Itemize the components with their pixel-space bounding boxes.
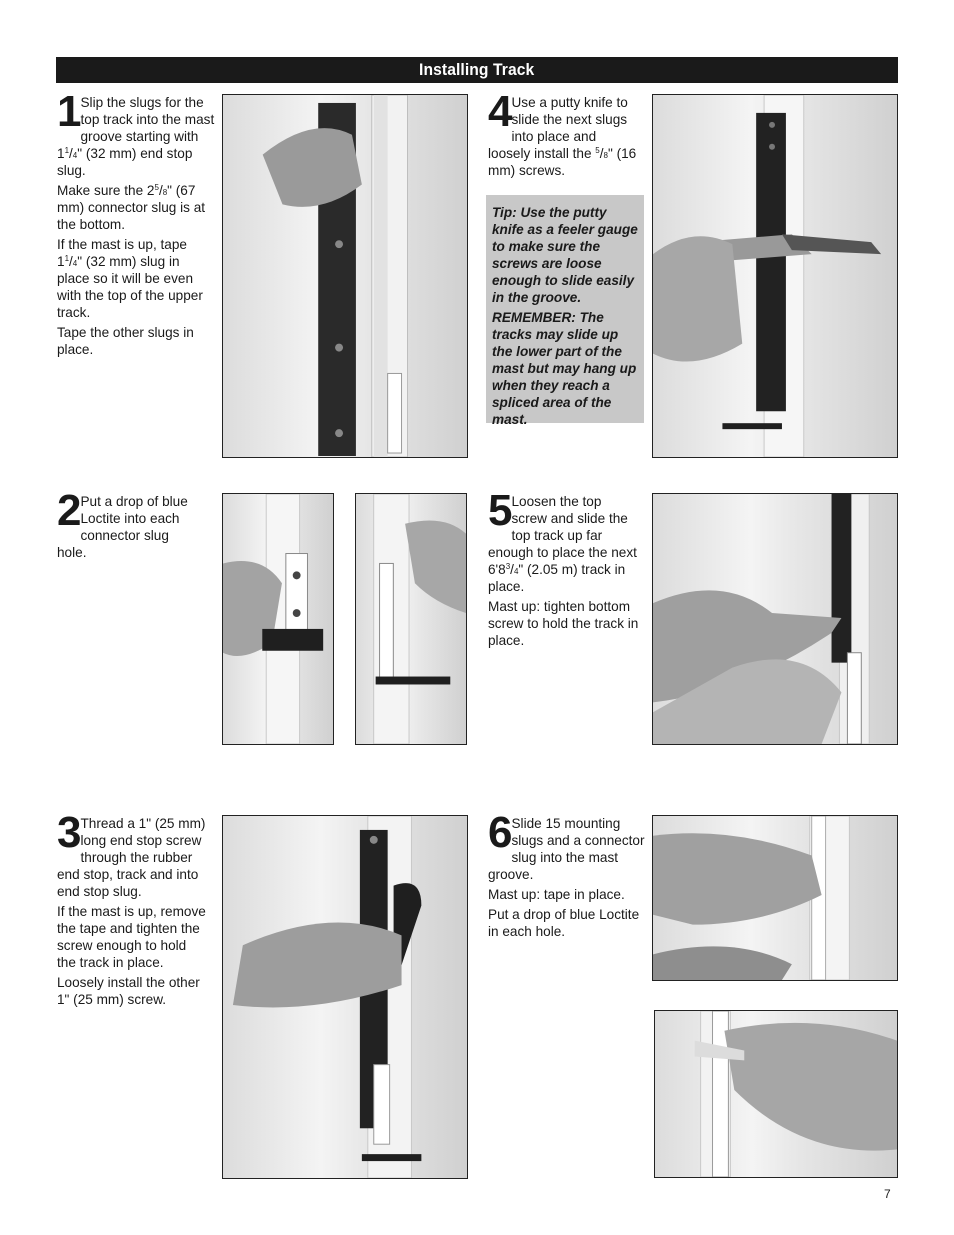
step-4-photo [652, 94, 898, 458]
tip-text: Tip: Use the putty knife as a feeler gauge to make sure the screws are loose enough to slide easily in the groove. [492, 205, 638, 305]
step-2: 2 Put a drop of blue Loctite into each connector slug hole. [57, 486, 188, 560]
step-number: 6 [488, 808, 511, 857]
step-number: 5 [488, 486, 511, 535]
step-5-photo [652, 493, 898, 745]
step-2-photo-a [222, 493, 334, 745]
step-3: 3 Thread a 1" (25 mm) long end stop screw through the rubber end stop, track and into end stop slug. If the mast is up, remove the tape and tighten the screw enough to hold the track in place. Loosely install the other 1" (25 mm) screw. [57, 808, 206, 1007]
step-3-photo [222, 815, 468, 1179]
step-6-photo-b [654, 1010, 898, 1178]
step-4: 4 Use a putty knife to slide the next slugs into place and loosely install the $^5$/8" (16 mm) screws. [488, 87, 637, 178]
step-1: 1 Slip the slugs for the top track into the mast groove starting with $1^1/4$" (32 mm) end stop slug. Make sure the $2^5/8$" (67 mm) connector slug is at the bottom. If the mast is up, tape $1^1/4$" (32 mm) slug in place so it will be even with the top of the upper track. Tape the other slugs in place. [57, 87, 215, 357]
remember-text: REMEMBER: The tracks may slide up the lower part of the mast but may hang up when they reach a spliced area of the mast. [492, 310, 637, 427]
step-2-photo-b [355, 493, 467, 745]
step-5: 5 Loosen the top screw and slide the top track up far enough to place the next $6'8^3/4$" (2.05 m) track in place. Mast up: tighten bottom screw to hold the track in place. [488, 486, 639, 648]
section-title: Installing Track [419, 60, 535, 79]
step-number: 1 [57, 87, 80, 136]
tip-callout [486, 195, 644, 427]
section-header [56, 57, 898, 83]
step-6: 6 Slide 15 mounting slugs and a connector slug into the mast groove. Mast up: tape in place. Put a drop of blue Loctite in each hole. [488, 808, 645, 939]
step-1-photo [222, 94, 468, 458]
step-6-photo-a [652, 815, 898, 981]
page-number: 7 [884, 1187, 891, 1201]
step-number: 3 [57, 808, 80, 857]
step-number: 4 [488, 87, 511, 136]
step-number: 2 [57, 486, 80, 535]
